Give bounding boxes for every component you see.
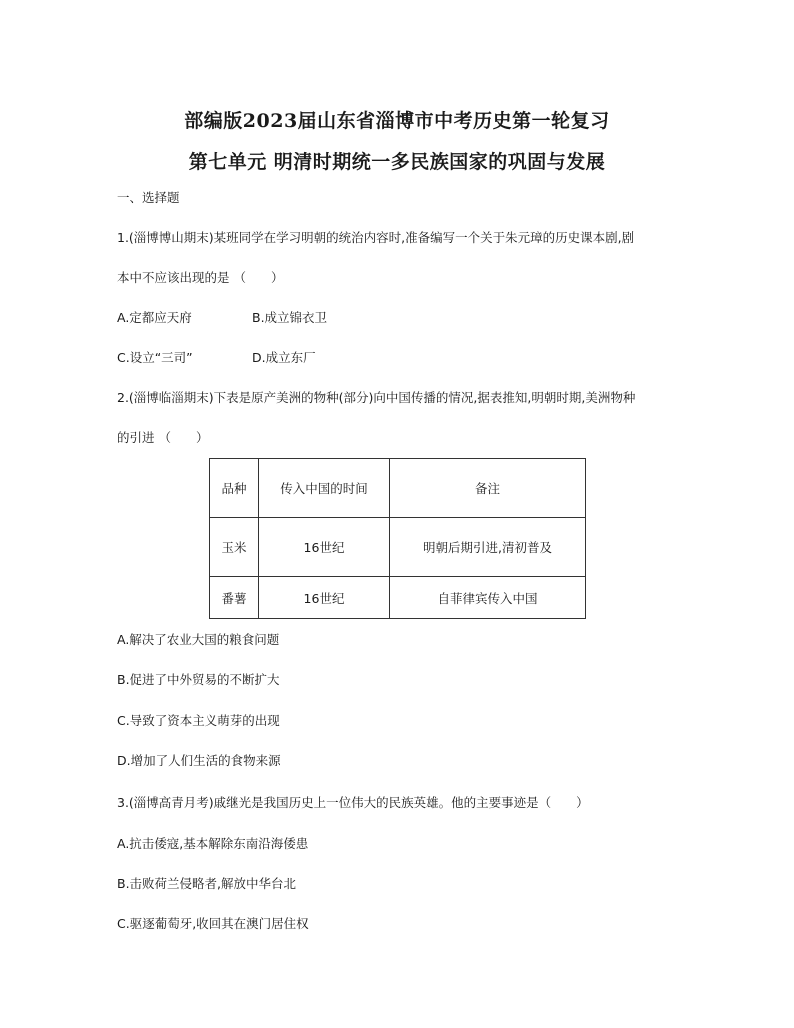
table-header-row <box>210 459 586 518</box>
species-table <box>209 458 586 619</box>
table-row <box>210 577 586 619</box>
question-1-option-b: B.成立锦衣卫 <box>252 310 328 325</box>
table-cell: 番薯 <box>210 577 259 619</box>
table-cell: 16世纪 <box>259 577 390 619</box>
table-cell: 玉米 <box>210 518 259 577</box>
question-2-option-c: C.导致了资本主义萌芽的出现 <box>117 713 280 728</box>
question-2-stem-line-2: 的引进 （ ） <box>117 430 209 445</box>
section-heading: 一、选择题 <box>117 190 180 205</box>
question-2-option-d: D.增加了人们生活的食物来源 <box>117 753 281 768</box>
document-title: 部编版2023届山东省淄博市中考历史第一轮复习 <box>184 110 610 132</box>
table-header: 品种 <box>210 459 259 518</box>
question-3-option-c: C.驱逐葡萄牙,收回其在澳门居住权 <box>117 916 309 931</box>
table-cell: 明朝后期引进,清初普及 <box>390 518 586 577</box>
table-header: 传入中国的时间 <box>259 459 390 518</box>
table-row <box>210 518 586 577</box>
question-3-option-b: B.击败荷兰侵略者,解放中华台北 <box>117 876 297 891</box>
question-1-stem-line-1: 1.(淄博博山期末)某班同学在学习明朝的统治内容时,准备编写一个关于朱元璋的历史课本剧,剧 <box>117 230 635 245</box>
document-subtitle: 第七单元 明清时期统一多民族国家的巩固与发展 <box>188 151 606 173</box>
table-cell: 自菲律宾传入中国 <box>390 577 586 619</box>
question-1-option-d: D.成立东厂 <box>252 350 316 365</box>
table-cell: 16世纪 <box>259 518 390 577</box>
question-1-stem-line-2: 本中不应该出现的是 （ ） <box>117 270 284 285</box>
question-2-option-a: A.解决了农业大国的粮食问题 <box>117 632 280 647</box>
question-2-stem-line-1: 2.(淄博临淄期末)下表是原产美洲的物种(部分)向中国传播的情况,据表推知,明朝时期,美洲物种 <box>117 390 636 405</box>
question-3-stem: 3.(淄博高青月考)戚继光是我国历史上一位伟大的民族英雄。他的主要事迹是（ ） <box>117 795 589 810</box>
question-3-option-a: A.抗击倭寇,基本解除东南沿海倭患 <box>117 836 309 851</box>
question-2-option-b: B.促进了中外贸易的不断扩大 <box>117 672 280 687</box>
question-1-option-c: C.设立“三司” <box>117 350 193 365</box>
table-header: 备注 <box>390 459 586 518</box>
question-1-option-a: A.定都应天府 <box>117 310 192 325</box>
